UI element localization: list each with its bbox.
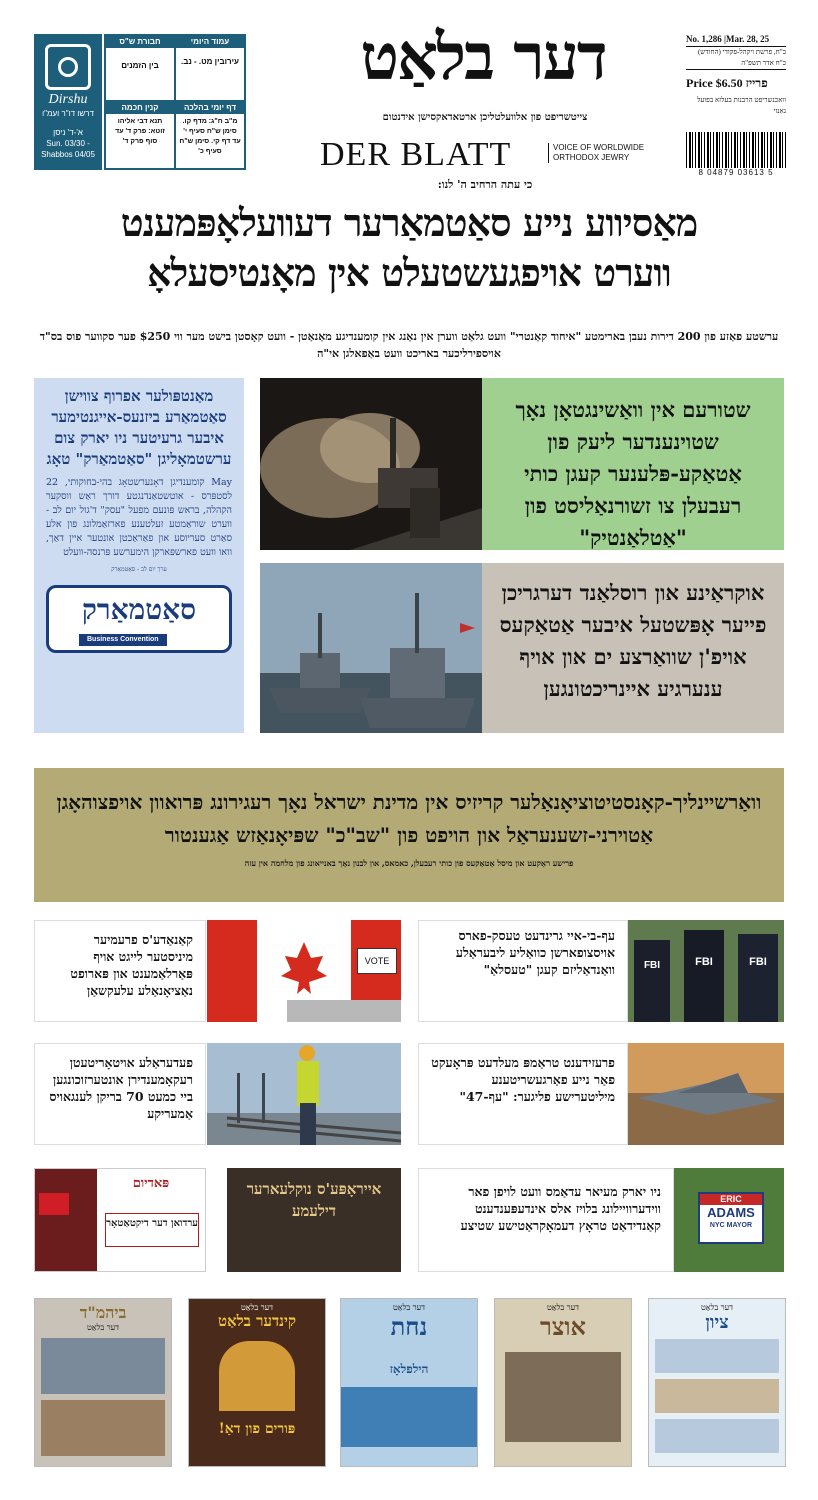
fbi-agent: FBI [684, 930, 724, 1022]
headline-line: ווערט אויפגעשטעלט אין מאָנטיסעלאָ [147, 250, 671, 295]
magazine-brand: דער בלאַט [240, 1303, 274, 1312]
schedule-body: עירובין מט. - נב. [181, 57, 239, 66]
convention-body: May קומענדיגן דאָנערשטאָג בהי-בחוקותי, 22 לסטפּרס - אוטשטאַנדנגטע דורך ראַש ווסקער הקהלה, בראש פּונעם מפעל "עסק" ד'גול יום לב - ווערט שוראַמטע זעלטענע פארזאַמלונג פון אלע סאַרט סעריוסע און פאַראַכטן אונטער איין דאַך, וואו וועט פארשפּארקן הימערשע פּרנסה-וועלט [46, 477, 232, 558]
adams-sign-line: ADAMS [707, 1205, 755, 1220]
warship-missile-image [260, 378, 482, 550]
schedule-cell [106, 36, 174, 100]
satmark-logo-text: סאַטמאַרק [81, 593, 197, 626]
magazine-cover[interactable] [648, 1298, 786, 1467]
dirshu-logo [34, 34, 102, 170]
dirshu-date-en2: Shabbos 04/05 [41, 150, 95, 159]
issue-publisher: וואכנשריפט הרבנות בעלזא בפועל נאַנזי [697, 96, 786, 115]
masthead-title-english: DER BLATT [320, 136, 512, 173]
headline-line: מאַסיווע נייע סאַטמאַרער דעוועלאָפּמענט [120, 200, 698, 245]
masthead-title-hebrew: דער בלאַט [360, 20, 606, 95]
magazine-cover[interactable] [188, 1298, 326, 1467]
magazine-title: ציון [705, 1312, 729, 1333]
fbi-agent: FBI [738, 934, 778, 1022]
adams-sign-line: ERIC [700, 1194, 762, 1205]
band-subheadline: פרישע ראַקעט און מיסל אַטאַקעס פון כותי רעבעלן, כאמאס, און לבנון נאָך באנייאונג פון מלחמה אין עזה [244, 858, 574, 868]
magazine-cover[interactable] [34, 1298, 172, 1467]
podium-erdogan-promo[interactable] [34, 1168, 206, 1272]
magazine-image [655, 1379, 779, 1413]
dirshu-tagline: דרשו דו"ר ועמ"ו [42, 109, 94, 118]
europe-nuclear-promo[interactable] [227, 1168, 401, 1272]
issue-date-he: כ"ח אדר תשפ"ה [686, 58, 786, 70]
masthead-voice [548, 143, 644, 163]
masthead-quote: כי עתה הרחיב ה' לנו: [437, 178, 533, 191]
magazine-cover[interactable] [340, 1298, 478, 1467]
satmark-logo [46, 585, 232, 653]
magazine-image [655, 1419, 779, 1453]
magazine-title: נחת [390, 1312, 428, 1341]
ukraine-russia-story[interactable] [482, 563, 784, 733]
schedule-body: תנא דבי אליהו זוטא: פרק ד' עד סוף פרק ד' [115, 118, 165, 145]
trump-story-text: פרעזידענט טראַמפּ מעלדעט פּראָעקט פאַר נייע פאַרגעשריטענע מיליטערישע פליגער: "עף-47" [431, 1055, 615, 1104]
issue-parsha: ב"ח, פרשת ויקהל-פקודי (החודש) [697, 48, 786, 56]
schedule-head: קנין חכמה [106, 102, 174, 114]
bridge-worker-image [207, 1043, 401, 1145]
magazine-image [505, 1352, 621, 1442]
storm-washington-story[interactable] [482, 378, 784, 550]
issue-line: No. 1,286 |Mar. 28, 25 [686, 34, 786, 47]
schedule-body: בין הזמנים [121, 61, 159, 70]
schedule-head: חבורת ש"ס [106, 36, 174, 48]
dirshu-date-he: א'-ד' ניסן [53, 128, 83, 137]
schedule-head: דף יומי בהלכה [176, 102, 244, 114]
magazine-image [41, 1400, 165, 1456]
dirshu-date-en1: Sun. 03/30 - [46, 139, 90, 148]
magazine-brand: דער בלאַט [546, 1303, 580, 1312]
nuclear-title: אייראָפּע'ס נוקלעארער דילעמע [246, 1180, 382, 1220]
barcode-number: 8 04879 03613 5 [698, 168, 774, 177]
barcode [686, 132, 786, 168]
magazine-image [655, 1339, 779, 1373]
dirshu-name: Dirshu [48, 92, 88, 107]
adams-story-text: ניו יארק מעיאר עדאַמס וועט לויפן פאר ווידערוויילונג בלויז אלס אינדעפּענדענט קאַנדידאַט טראָץ דעמאָקראַטישע שטיצע [460, 1184, 661, 1233]
fbi-agent: FBI [634, 940, 670, 1022]
issue-price: Price $6.50 פרייז [686, 76, 768, 90]
russian-ships-image [260, 563, 482, 733]
bridges-story[interactable] [34, 1043, 206, 1145]
dirshu-icon [45, 44, 91, 90]
adams-story[interactable] [418, 1168, 674, 1272]
issue-info [686, 34, 786, 117]
storm-story-text: שטורעם אין וואַשינגטאָן נאָך שטוינענדער ליעק פון אַטאַקע-פּלענער קעגן כותי רעבעלן צו זשורנאַליסט פון "אַטלאַנטיק" [515, 397, 751, 550]
headline-deck: ערשטע פאַזע פון 200 דירות נעבן בארימטע "איחוד קאַנטרי" וועט גלאַט ווערן אין נאַנג אין קומענדיגע מאַנאַטן - וועט קאָסטן בישט מער ווי $250 פער סקווער פוס בס"ד אויספירליכער באריכט וועט באַפאלגן אי"ה [39, 330, 779, 360]
satmark-convention-box[interactable] [34, 378, 244, 733]
adams-sign-photo[interactable] [674, 1168, 784, 1272]
satmark-logo-tag: Business Convention [79, 634, 167, 646]
convention-heading: מאַנטפּולער אפרוף צווישן סאַטמאַרע ביזנעס-אייגנטימער איבער גרעיטער ניו יארק צום ערשטמאָליגן "סאַטמאַרק" טאָג [46, 387, 232, 468]
fbi-story-text: עף-בי-איי גרינדעט טעסק-פארס אויסצופארשן כוואַליע ליבעראַלע וואַנדאַליזם קעגן "טעסלאַ" [455, 928, 615, 977]
warship-missile-photo[interactable] [260, 378, 482, 550]
adams-sign-line: NYC MAYOR [709, 1222, 753, 1229]
main-headline[interactable] [34, 198, 784, 298]
masthead-subline: צייטשריפט פון אלוועלטליכן ארטאדאקסישן אידנטום [382, 112, 588, 123]
russian-ships-photo[interactable] [260, 563, 482, 733]
canada-story-text: קאַנאַדע'ס פרעמיער מיניסטער לייגט אויף פּאַרלאַמענט און פּארופט נאַציאָנאַלע עלעקשאַן [70, 932, 193, 998]
schedule-cell [176, 36, 244, 100]
magazine-image [219, 1341, 295, 1411]
canada-story[interactable] [34, 920, 206, 1022]
magazine-subtitle: פּורים פון דאַ! [218, 1421, 296, 1437]
magazine-image [341, 1387, 477, 1447]
schedule-cell [106, 102, 174, 168]
schedule-cell [176, 102, 244, 168]
turkey-flag-icon [39, 1193, 69, 1215]
podium-subtitle: ערדואן דער דיקטאַטאָר [105, 1213, 199, 1247]
magazine-title: ביהמ"ד [79, 1303, 127, 1322]
fbi-agents-photo[interactable] [628, 920, 784, 1022]
magazine-title: קינדער בלאַט [217, 1312, 297, 1330]
bridge-worker-photo[interactable] [207, 1043, 401, 1145]
trump-f47-story[interactable] [418, 1043, 628, 1145]
f47-jet-image [628, 1043, 784, 1145]
vote-ballot: VOTE [357, 948, 397, 974]
f47-jet-photo[interactable] [628, 1043, 784, 1145]
podium-image [35, 1169, 97, 1272]
voice-line: VOICE OF WORLDWIDE [553, 143, 645, 152]
schedule-body: מ"ב ח"ג: מדף קו. סימן ש"ח סעיף י' עד דף קי. סימן ש"ח סעיף כ' [179, 118, 241, 155]
adams-sign [698, 1192, 764, 1244]
learning-schedule [104, 34, 246, 170]
magazine-brand: דער בלאַט [392, 1303, 426, 1312]
convention-tag: ערך יום לב - סאַטמאַרק [111, 566, 167, 573]
podium-title: פּאדיום [132, 1176, 170, 1191]
bridges-story-text: פעדעראַלע אויטאָריטעטן רעקאָמענדירן אונטערזוכונגען ביי כמעט 70 בריקן לענגאויס אַמעריקע [49, 1055, 193, 1121]
magazine-cover[interactable] [494, 1298, 632, 1467]
voice-line: ORTHODOX JEWRY [553, 153, 630, 162]
magazine-image [41, 1338, 165, 1394]
schedule-head: עמוד היומי [176, 36, 244, 48]
magazine-title: אוצר [540, 1312, 586, 1341]
magazine-brand: דער בלאַט [700, 1303, 734, 1312]
magazine-subtitle: הילפלאָז [389, 1362, 429, 1376]
magazine-brand: דער בלאַט [86, 1323, 120, 1332]
fbi-tesla-story[interactable] [418, 920, 628, 1022]
ukraine-story-text: אוקראַינע און רוסלאַנד דערגריכן פייער אָפּשטעל איבער אַטאַקעס אויפ'ן שוואַרצע ים און אויף ענערגיע איינריכטונגען [499, 580, 767, 701]
canada-vote-photo[interactable] [207, 920, 401, 1022]
band-headline: וואַרשיינליך-קאָנסטיטוציאָנאַלער קריזיס אין מדינת ישראל נאָך רעגירונג פּרואוון אויפצוהאָגן אַטוירני-זשענעראַל און הויפט פון "שב"כ" שפּיאָנאַזש אַגענטור [56, 790, 762, 847]
israel-crisis-story[interactable] [34, 768, 784, 902]
